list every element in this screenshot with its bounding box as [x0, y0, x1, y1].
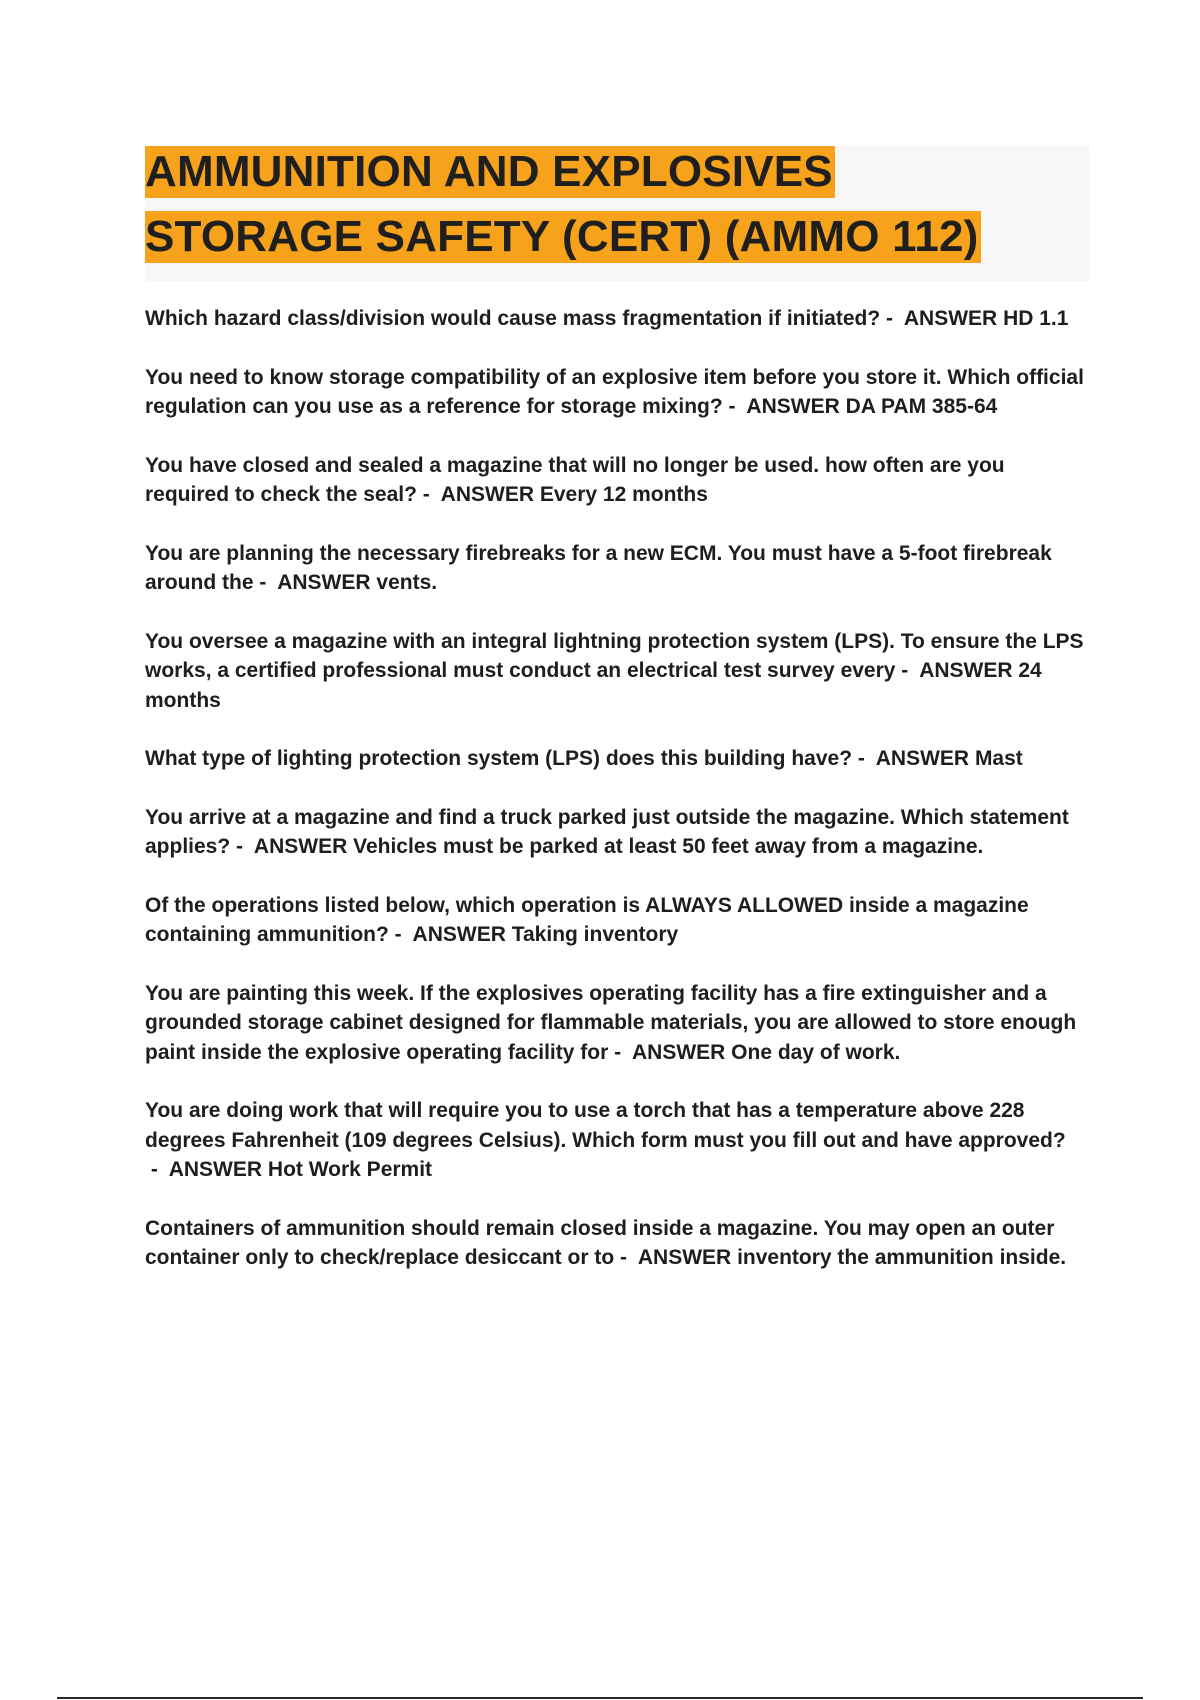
answer-text: Taking inventory — [511, 923, 679, 946]
answer-text: Mast — [974, 747, 1023, 770]
answer-text: One day of work. — [731, 1040, 901, 1064]
answer-label: ANSWER — [277, 571, 371, 594]
answer-label: ANSWER — [253, 835, 348, 858]
qa-item — [145, 1096, 1090, 1185]
separator: - — [388, 923, 413, 946]
title-line-1 — [145, 146, 835, 198]
qa-item — [145, 744, 1090, 774]
answer-label: ANSWER — [440, 483, 534, 506]
question-text: Of the operations listed below, which operation is ALWAYS ALLOWED inside a magazine containing ammunition? — [145, 893, 1029, 946]
question-text: Containers of ammunition should remain closed inside a magazine. You may open an outer container only to check/replace desiccant or to — [145, 1216, 1055, 1269]
separator: - — [416, 483, 441, 506]
separator: - — [608, 1040, 632, 1064]
answer-label: ANSWER — [875, 747, 970, 770]
question-text: You arrive at a magazine and find a truck parked just outside the magazine. Which statement applies? — [145, 805, 1069, 858]
question-text: You are doing work that will require you to use a torch that has a temperature above 228 degrees Fahrenheit (109 degrees Celsius). Which form must you fill out and have approved? — [145, 1099, 1066, 1152]
question-text: You are planning the necessary firebreaks for a new ECM. You must have a 5-foot firebreak around the — [145, 541, 1052, 594]
separator: - — [253, 571, 278, 594]
separator: - — [852, 747, 876, 770]
answer-label: ANSWER — [637, 1246, 732, 1269]
answer-label: ANSWER — [919, 659, 1013, 682]
answer-text: DA PAM 385-64 — [845, 395, 998, 418]
answer-label: ANSWER — [631, 1040, 726, 1064]
separator: - — [145, 1158, 169, 1181]
title-line-2 — [145, 211, 981, 263]
qa-item — [145, 803, 1090, 862]
page-bottom-rule — [57, 1697, 1143, 1699]
answer-label: ANSWER — [903, 307, 998, 330]
answer-label: ANSWER — [746, 395, 840, 418]
answer-text: vents. — [376, 571, 438, 594]
separator: - — [722, 395, 747, 418]
qa-item — [145, 627, 1090, 716]
qa-item — [145, 304, 1090, 334]
question-text: You are painting this week. If the explosives operating facility has a fire extinguisher and a grounded storage cabinet designed for flammable materials, you are allowed to store enough paint inside the explosive operating facility for — [145, 981, 1077, 1064]
separator: - — [230, 835, 254, 858]
question-text: You oversee a magazine with an integral lightning protection system (LPS). To ensure the LPS works, a certified professional must conduct an electrical test survey every — [145, 629, 1084, 682]
answer-text: Vehicles must be parked at least 50 feet away from a magazine. — [353, 835, 984, 858]
document-title — [145, 146, 1089, 281]
answer-text: Hot Work Permit — [267, 1158, 433, 1181]
question-text: You need to know storage compatibility of an explosive item before you store it. Which official regulation can you use as a reference for storage mixing? — [145, 365, 1084, 418]
question-text: Which hazard class/division would cause mass fragmentation if initiated? — [145, 307, 881, 330]
answer-text: 24 months — [145, 659, 1042, 712]
answer-label: ANSWER — [168, 1158, 263, 1181]
answer-text: HD 1.1 — [1003, 307, 1069, 330]
qa-item — [145, 451, 1090, 510]
qa-list — [145, 304, 1090, 1302]
title-highlight-2: STORAGE SAFETY (CERT) (AMMO 112) — [145, 212, 979, 261]
answer-label: ANSWER — [412, 923, 506, 946]
qa-item — [145, 979, 1090, 1068]
qa-item — [145, 1214, 1090, 1273]
qa-item — [145, 539, 1090, 598]
question-text: You have closed and sealed a magazine that will no longer be used. how often are you required to check the seal? — [145, 453, 1005, 506]
answer-text: Every 12 months — [539, 483, 708, 506]
answer-text: inventory the ammunition inside. — [737, 1246, 1067, 1269]
separator: - — [614, 1246, 638, 1269]
qa-item — [145, 363, 1090, 422]
question-text: What type of lighting protection system (LPS) does this building have? — [145, 747, 853, 770]
title-highlight-1: AMMUNITION AND EXPLOSIVES — [145, 147, 833, 196]
separator: - — [880, 307, 904, 330]
qa-item — [145, 891, 1090, 950]
separator: - — [895, 659, 920, 682]
